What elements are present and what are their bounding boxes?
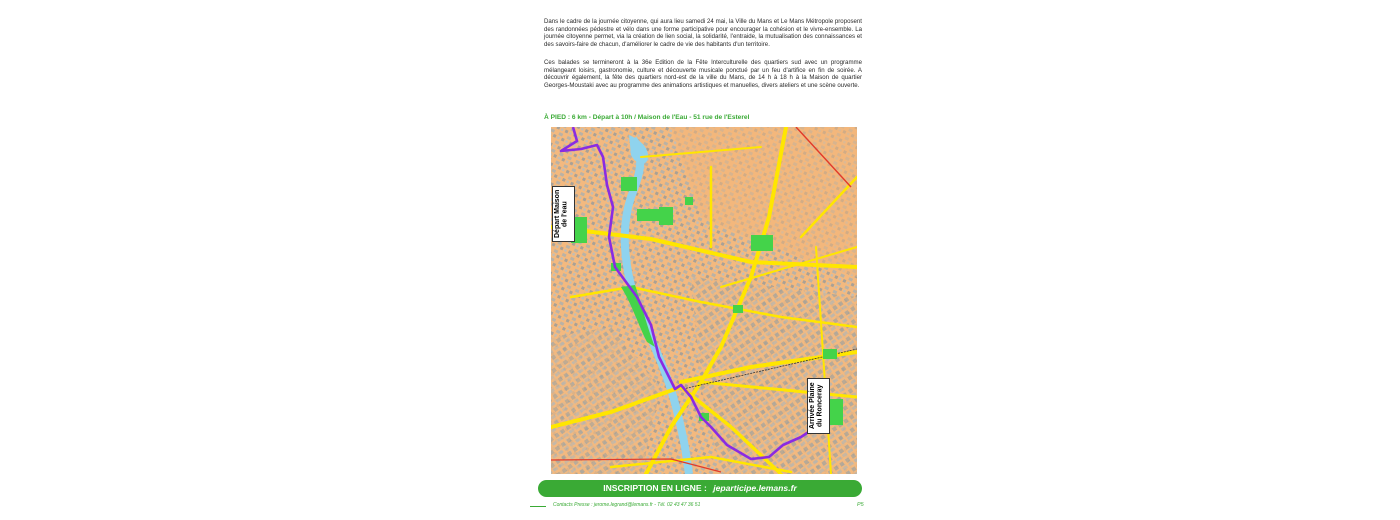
end-label: Arrivée Plaine du Ronceray: [807, 378, 830, 434]
registration-link[interactable]: jeparticipe.lemans.fr: [713, 483, 797, 493]
footer-accent-line: [530, 506, 546, 507]
start-label: Départ Maison de l'eau: [552, 186, 575, 242]
walk-heading: À PIED : 6 km - Départ à 10h / Maison de l'Eau - 51 rue de l'Esterel: [544, 114, 750, 121]
press-contact: Contacts Presse : jerome.legrand@lemans.fr - Tél. 02 43 47 36 51: [553, 502, 701, 508]
page-number: P5: [857, 502, 864, 508]
registration-label: INSCRIPTION EN LIGNE :: [603, 483, 707, 493]
registration-banner[interactable]: [538, 480, 862, 497]
festival-paragraph: Ces balades se termineront à la 36e Edition de la Fête Interculturelle des quartiers sud avec un programme mélangeant loisirs, gastronomie, culture et découverte musicale ponctué par un feu d'artifice en fin de soirée. A découvrir également, la fête des quartiers nord-est de la ville du Mans, de 14 h à 18 h à la Maison de quartier Georges-Moustaki avec au programme des animations artistiques et manuelles, divers ateliers et une scène ouverte.: [544, 59, 862, 89]
route-map: [551, 127, 857, 474]
press-page: [520, 0, 880, 520]
intro-paragraph: Dans le cadre de la journée citoyenne, qui aura lieu samedi 24 mai, la Ville du Mans et Le Mans Métropole proposent des randonnées pédestre et vélo dans une forme participative pour encourager la cohésion et le vivre-ensemble. La journée citoyenne permet, via la création de lien social, la solidarité, l'entraide, la mutualisation des connaissances et des savoirs-faire de chacun, d'améliorer le cadre de vie des habitants d'un territoire.: [544, 18, 862, 48]
